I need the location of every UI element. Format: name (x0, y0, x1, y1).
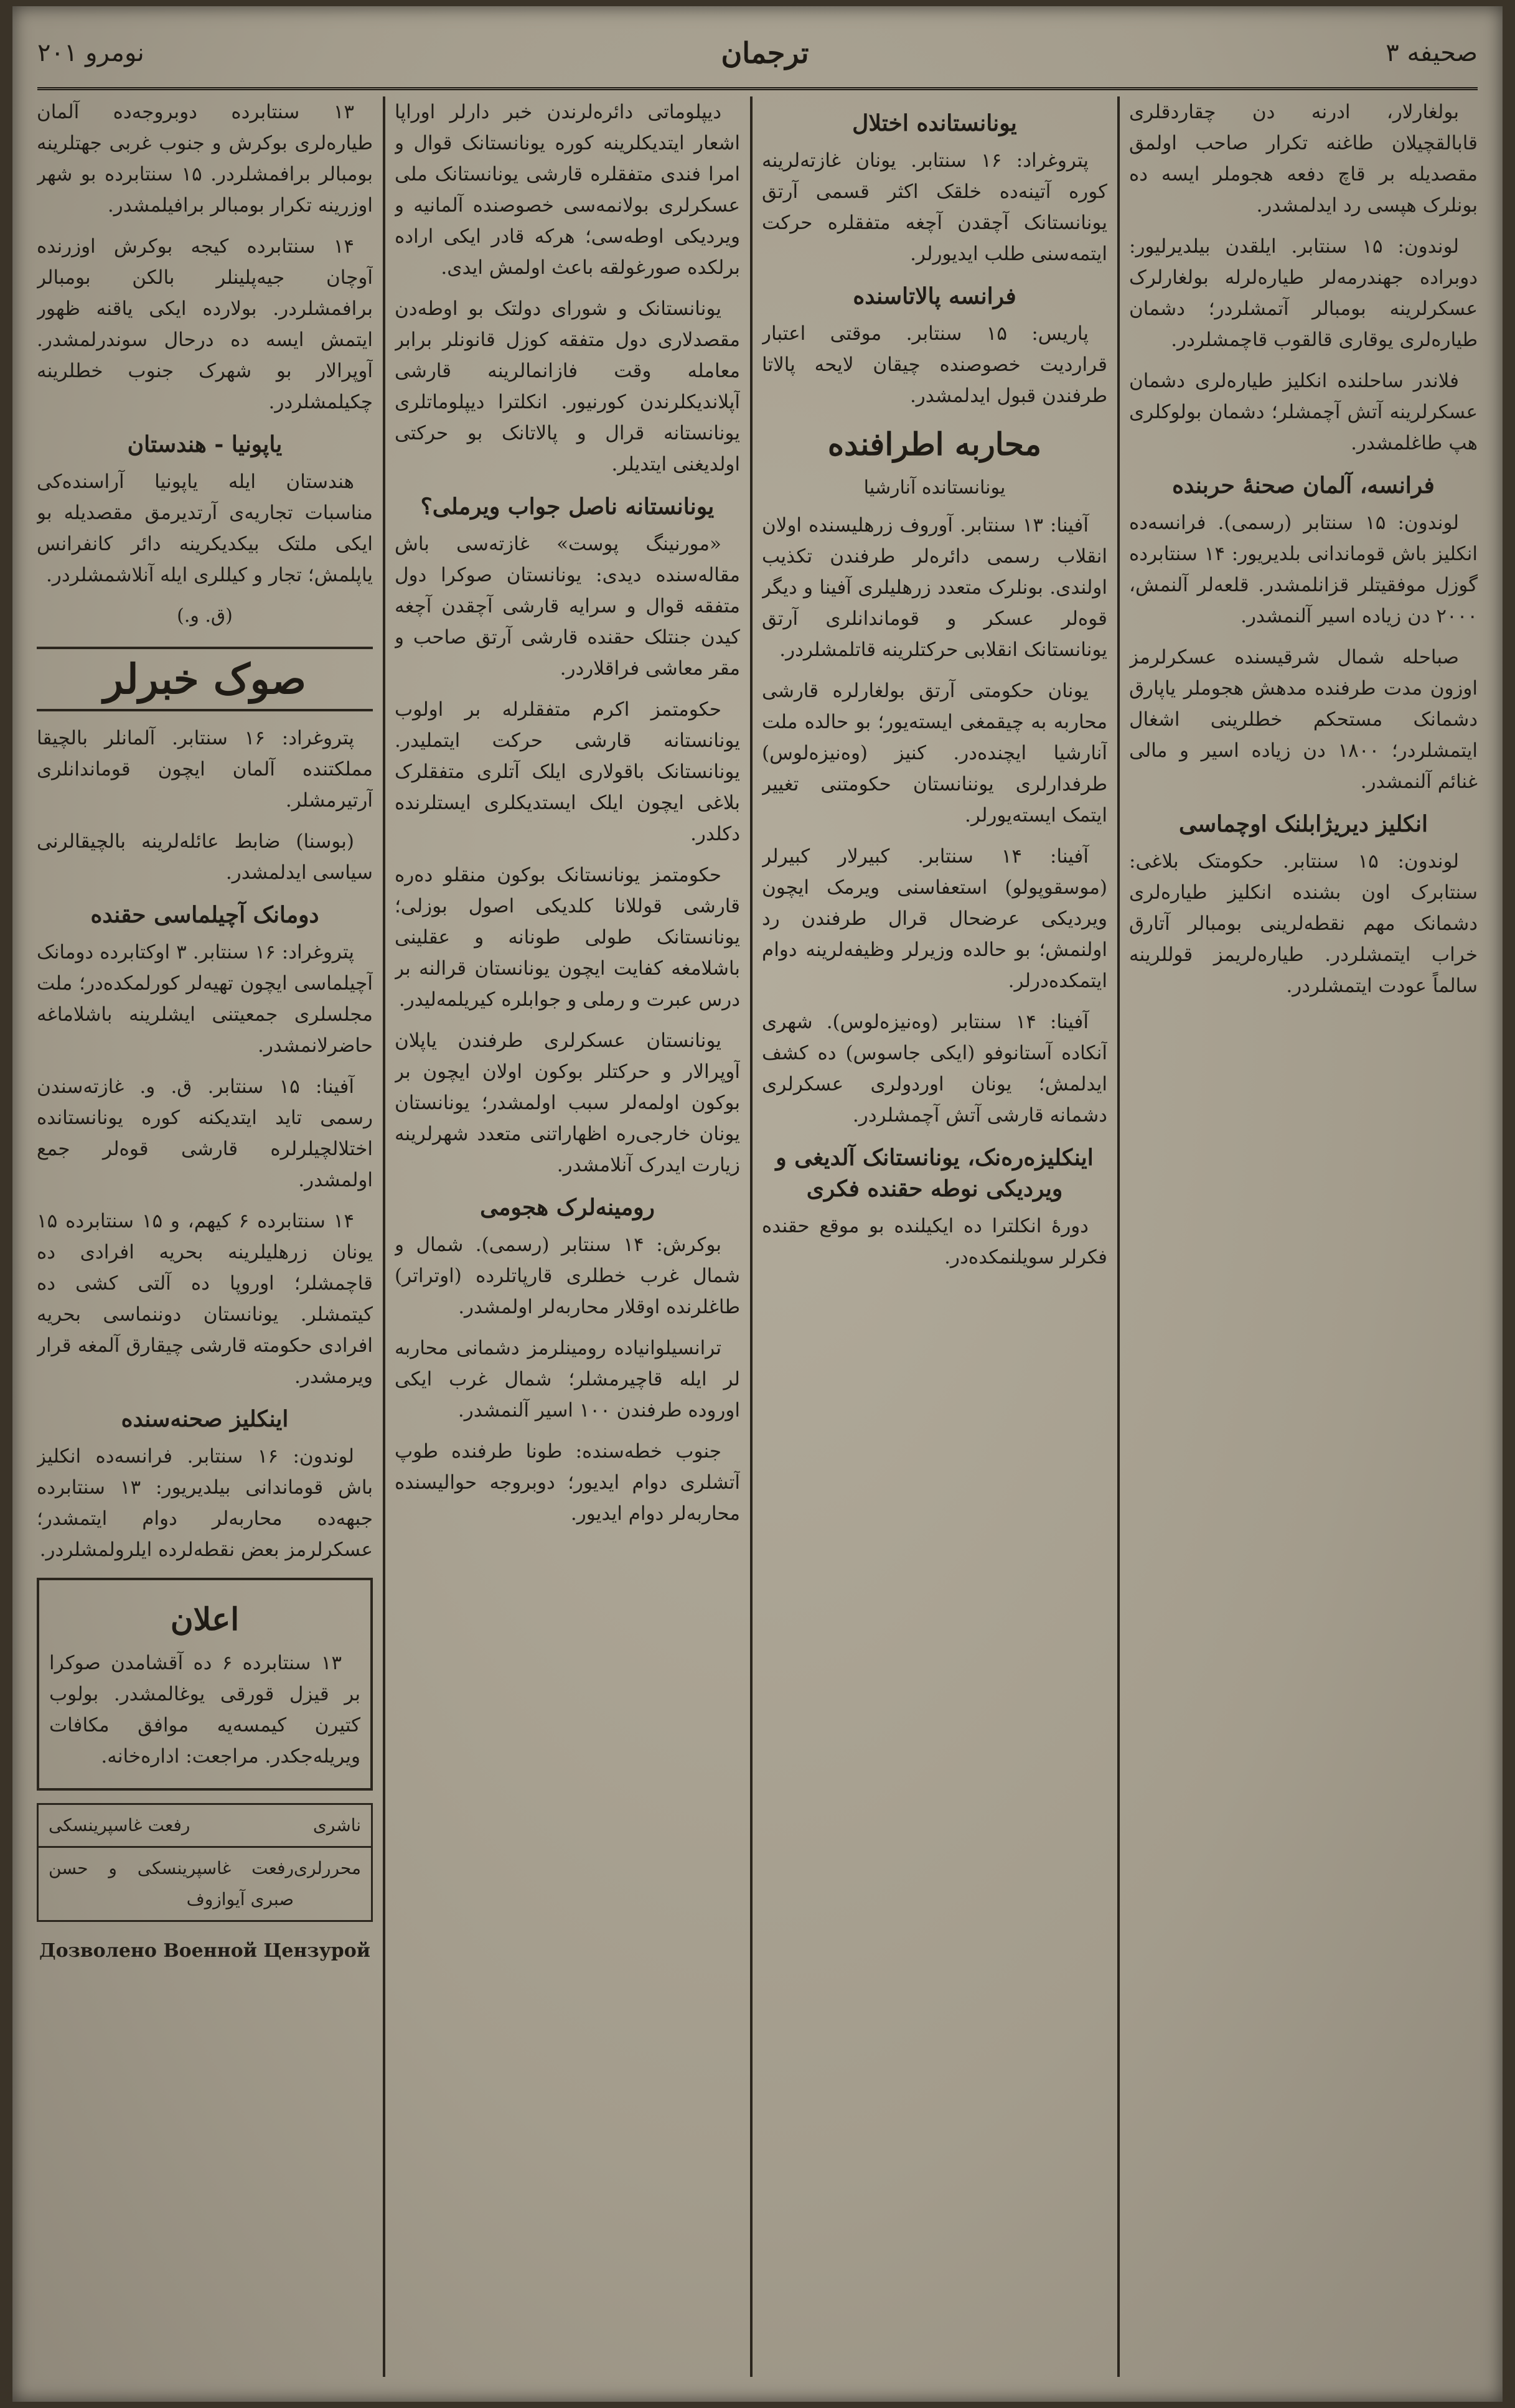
imprint-editors-row (39, 1848, 371, 1920)
paragraph: بوکرش: ۱۴ سنتابر (رسمی). شمال و شمال غرب خطلری قارپاتلرده (اوتراتر) طاغلرنده اوقلار محاربه‌لر اولمشدر. (395, 1234, 740, 1318)
publisher-name: رفعت غاسپرینسکی (49, 1815, 190, 1835)
paragraph: آفینا: ۱۵ سنتابر. ق. و. غازته‌سندن رسمی تاید ایتدیکنه کوره یونانستانده اختلالچیلرلره قارشی قوه‌لر جمع اولمشدر. (37, 1075, 373, 1191)
paragraph: صباحله شمال شرقیسنده عسکرلرمز اوزون مدت طرفنده مدهش هجوملر یاپارق دشمانک مستحکم خطلرینی اشغال ایتمشلردر؛ ۱۸۰۰ دن زیاده اسیر و مالی غنائم آلنمشدر. (1129, 646, 1478, 793)
editor-name: حسن صبری آیوازوف (49, 1858, 294, 1909)
paragraph: یونان حکومتی آرتق بولغارلره قارشی محاربه به چیقمغی ایسته‌یور؛ بو حالده ملت آنارشیا ایچنده‌در. کنیز (وه‌نیزه‌لوس) طرفدارلری یوننانستان حکومتنی تغییر ایتمک ایسته‌یورلر. (762, 680, 1107, 827)
paragraph: پتروغراد: ۱۶ سنتابر. ۳ اوکتابرده دومانک آچیلماسی ایچون تهیه‌لر کورلمکده‌در؛ ملت مجلسلری جمعیتنی ایشلرینه باشلاماغه حاضرلانمشدر. (37, 941, 373, 1057)
editor-name: رفعت غاسپرینسکی (137, 1858, 294, 1878)
newspaper-page (12, 6, 1503, 2402)
ad-heading: اعلان (170, 1601, 240, 1637)
column-3 (395, 96, 740, 2377)
paragraph: دیپلوماتی دائره‌لرندن خبر دارلر اوراپا اشعار ایتدیکلرینه کوره یونانستانک قوال و امرا فندی متفقلره قارشی یونانستانک ملی عسکرلری بولانمه‌سی خصوصنده آلمانیه و ویردیکی اوطه‌سی؛ هرکه قادر ایکی اراده برلکده صورغولقه باعث اولمش ایدی. (395, 101, 740, 279)
subheading: یونانستانده آنارشیا (863, 477, 1006, 499)
paper-title: ترجمان (721, 36, 809, 70)
section-heading: انکلیز دیریژابلنک اوچماسی (1178, 811, 1428, 837)
paragraph: آفینا: ۱۳ سنتابر. آوروف زرهلیسنده اولان انقلاب رسمی دائره‌لر طرفندن تکذیب اولندی. بونلرک متعدد زرهلیلری آفینا و دیگر قوه‌لر عسکر و قوماندانلری آرتق یونانستانک انقلابی حرکتلرینه قاتلمشلردر. (762, 514, 1107, 661)
section-heading-large: محاربه اطرافنده (827, 426, 1042, 462)
paragraph: حکومتمز یونانستانک بوکون منقلو ده‌ره قارشی قوللانا کلدیکی اصول بوزلی؛ یونانستانک طولی طونانه و عقلینی باشلامغه کفایت ایچون یونانستان قرالنه بر درس عبرت و رملی و جوابلره کیریلمه‌لیدر. (395, 864, 740, 1011)
imprint-publisher-row (39, 1805, 371, 1848)
section-heading: اینکلیزه‌ره‌نک، یونانستانک آلدیغی و ویردیکی نوطه حقنده فکری (776, 1145, 1094, 1202)
paragraph: دورهٔ انکلترا ده ایکیلنده بو موقع حقنده فکرلر سویلنمکده‌در. (762, 1215, 1107, 1268)
paragraph: لوندون: ۱۵ سنتابر. ایلقدن بیلدیرلیور: دوبراده جهندرمه‌لر طیاره‌لرله بولغارلرک عسکرلرینه بومبالر آتمشلردر؛ دشمان طیاره‌لری یوقاری قالقوب قاچمشلردر. (1129, 235, 1478, 351)
editor-join: و (108, 1858, 117, 1878)
signature: (ق. و.) (177, 605, 233, 627)
paragraph: ۱۴ سنتابرده ۶ کیهم، و ۱۵ سنتابرده ۱۵ یونان زرهلیلرینه بحریه افرادی ده قاچمشلر؛ اوروپا ده آلتی کشی ده کیتمشلر. یونانستان دوننماسی بحریه افرادی حکومته قارشی چیقارق آلمغه قرار ویرمشدر. (37, 1210, 373, 1388)
column-rule (1117, 96, 1120, 2377)
issue-number: نومرو ۲۰۱ (37, 39, 144, 67)
paragraph: لوندون: ۱۶ سنتابر. فرانسه‌ده انکلیز باش قوماندانی بیلدیریور: ۱۳ سنتابرده جبهه‌ده محاربه‌لر دوام ایتمشدر؛ عسکرلرمز بعض نقطه‌لرده ایلرولمشلردر. (37, 1445, 373, 1561)
masthead (37, 19, 1478, 90)
paragraph: (بوسنا) ضابط عائله‌لرینه بالچیقالرنی سیاسی ایدلمشدر. (37, 830, 373, 884)
section-heading: رومینه‌لرک هجومی (480, 1194, 655, 1220)
paragraph: پتروغراد: ۱۶ سنتابر. آلمانلر بالچیقا مملکتنده آلمان ایچون قوماندانلری آرتیرمشلر. (37, 727, 373, 812)
imprint-box (37, 1803, 373, 1922)
censorship-notice: Дозволено Военной Цензурой (39, 1940, 371, 1962)
paragraph: ترانسیلوانیاده رومینلرمز دشمانی محاربه لر ایله قاچیرمشلر؛ شمال غرب ایکی اوروده طرفندن ۱۰۰ اسیر آلنمشدر. (395, 1337, 740, 1422)
section-heading: فرانسه پالاتاسنده (853, 283, 1016, 309)
paragraph: یونانستانک و شورای دولتک بو اوطه‌دن مقصدلاری دول متفقه کوزل قانونلر برابر معامله وقت فازانمالرینه قارشی آپلاندیکلرندن کورنیور. انکلترا دیپلوماتلری یونانستانه قرال و پالاتانک بو حرکتی اولدیغنی ایتدیلر. (395, 297, 740, 476)
section-heading: یاپونیا - هندستان (127, 431, 283, 457)
column-rule (383, 96, 385, 2377)
paragraph: لوندون: ۱۵ سنتابر. حکومتک بلاغی: سنتابرک اون بشنده انکلیز طیاره‌لری دشمانک مهم نقطه‌لرینی بومبالر آتارق خراب ایتمشلردر. طیاره‌لریمز قوللرینه سالماً عودت ایتمشلردر. (1129, 850, 1478, 997)
paragraph: پتروغراد: ۱۶ سنتابر. یونان غازته‌لرینه کوره آتینه‌ده خلقک اکثر قسمی آرتق یونانستانک آچقدن آچغه متفقلره حرکت ایتمه‌سنی طلب ایدیورلر. (762, 149, 1107, 265)
paragraph: آفینا: ۱۴ سنتابر (وه‌نیزه‌لوس). شهری آنکاده آستانوفو (ایکی جاسوس) ده کشف ایدلمش؛ یونان اوردولری عسکرلری دشمانه قارشی آتش آچمشلردر. (762, 1011, 1107, 1127)
page-label: صحیفه ۳ (1386, 39, 1478, 67)
paragraph: حکومتمز اکرم متفقلرله بر اولوب یونانستانه قارشی حرکت ایتملیدر. یونانستانک باقولاری ایلک آتلری متفقلرک بلاغی ایچون ایلک ایستدیکلری ایستلرنده دکلدر. (395, 698, 740, 845)
section-heading: یونانستانده اختلال (852, 110, 1017, 136)
section-heading-large: صوک خبرلر (37, 647, 373, 711)
ad-text: ۱۳ سنتابرده ۶ ده آقشامدن صوکرا بر قیزل قورقی یوغالمشدر. بولوب کتیرن کیمسه‌یه موافق مکافات ویریله‌جکدر. مراجعت: اداره‌خانه. (49, 1652, 360, 1768)
editors-label: محررلری (294, 1858, 361, 1878)
paragraph: ۱۴ سنتابرده کیجه بوکرش اوزرنده آوچان جیه‌پلینلر بالکن بومبالر برافمشلردر. بولارده ایکی یاقنه ظهور ایتمش ایسه ده درحال سوندرلمشدر. آوپرالار بو شهرک جنوب خطلرینه چکیلمشلردر. (37, 235, 373, 413)
paragraph: بولغارلار، ادرنه دن چقاردقلری قابالقچیلان طاغنه تکرار صاحب اولمق مقصدیله بر قاچ دفعه هجوملر ایسه ده بونلرک هپسی رد ایدلمشدر. (1129, 101, 1478, 217)
paragraph: فلاندر ساحلنده انکلیز طیاره‌لری دشمان عسکرلرینه آتش آچمشلر؛ دشمان بولوکلری هپ طاغلمشدر. (1129, 370, 1478, 454)
column-4 (37, 96, 373, 2377)
paragraph: هندستان ایله یاپونیا آراسنده‌کی مناسبات تجاریه‌ی آرتدیرمق مقصدیله بو ایکی ملتک بیکدیکرینه دائر کانفرانس یاپلمش؛ تجار و کیللری ایله آنلاشمشلردر. (37, 471, 373, 586)
paragraph: آفینا: ۱۴ سنتابر. کبیرلار کبیرلر (موسقوپولو) استعفاسنی ویرمک ایچون ویردیکی عرضحال قرال طرفندن رد اولنمش؛ بو حالده وزیرلر وظیفه‌لرینه دوام ایتمکده‌درلر. (762, 845, 1107, 992)
column-1 (1129, 96, 1478, 2377)
advertisement (37, 1578, 373, 1791)
paragraph: یونانستان عسکرلری طرفندن یاپلان آوپرالار و حرکتلر بوکون اولان ایچون بر بوکون اولمه‌لر سبب اولمشدر؛ یونانستان یونان خارجی‌ره اظهاراتنی متعدد شهرلرینه زیارت ایدرک آنلامشدر. (395, 1029, 740, 1176)
section-heading: اینکلیز صحنه‌سنده (121, 1406, 289, 1432)
section-heading: دومانک آچیلماسی حقنده (90, 902, 319, 928)
section-heading: یونانستانه ناصل جواب ویرملی؟ (420, 494, 715, 520)
column-rule (750, 96, 753, 2377)
paragraph: جنوب خطه‌سنده: طونا طرفنده طوپ آتشلری دوام ایدیور؛ دوبروجه حوالیسنده محاربه‌لر دوام ایدیور. (395, 1440, 740, 1525)
paragraph: پاریس: ۱۵ سنتابر. موقتی اعتبار قراردیت خصوصنده چیقان لایحه پالاتا طرفندن قبول ایدلمشدر. (762, 322, 1107, 407)
paragraph: ۱۳ سنتابرده دوبروجه‌ده آلمان طیاره‌لری بوکرش و جنوب غربی جهتلرینه بومبالر برافمشلردر. ۱۵ سنتابرده بو شهر اوزرینه تکرار بومبالر برافیلمشدر. (37, 101, 373, 217)
paragraph: لوندون: ۱۵ سنتابر (رسمی). فرانسه‌ده انکلیز باش قوماندانی بلدیریور: ۱۴ سنتابرده گوزل موفقیتلر قزانلمشدر. قلعه‌لر آلنمش، ۲۰۰۰ دن زیاده اسیر آلنمشدر. (1129, 512, 1478, 627)
publisher-label: ناشری (312, 1815, 361, 1835)
paragraph: «مورنینگ پوست» غازته‌سی باش مقاله‌سنده دیدی: یونانستان صوکرا دول متفقه قوال و سرایه قارشی آچقدن آچغه کیدن جنتلک حقنده قارشی آرتق صاحب و مقر معاشی فراقلاردر. (395, 533, 740, 680)
column-2 (762, 96, 1107, 2377)
section-heading: فرانسه، آلمان صحنهٔ حربنده (1172, 472, 1435, 499)
